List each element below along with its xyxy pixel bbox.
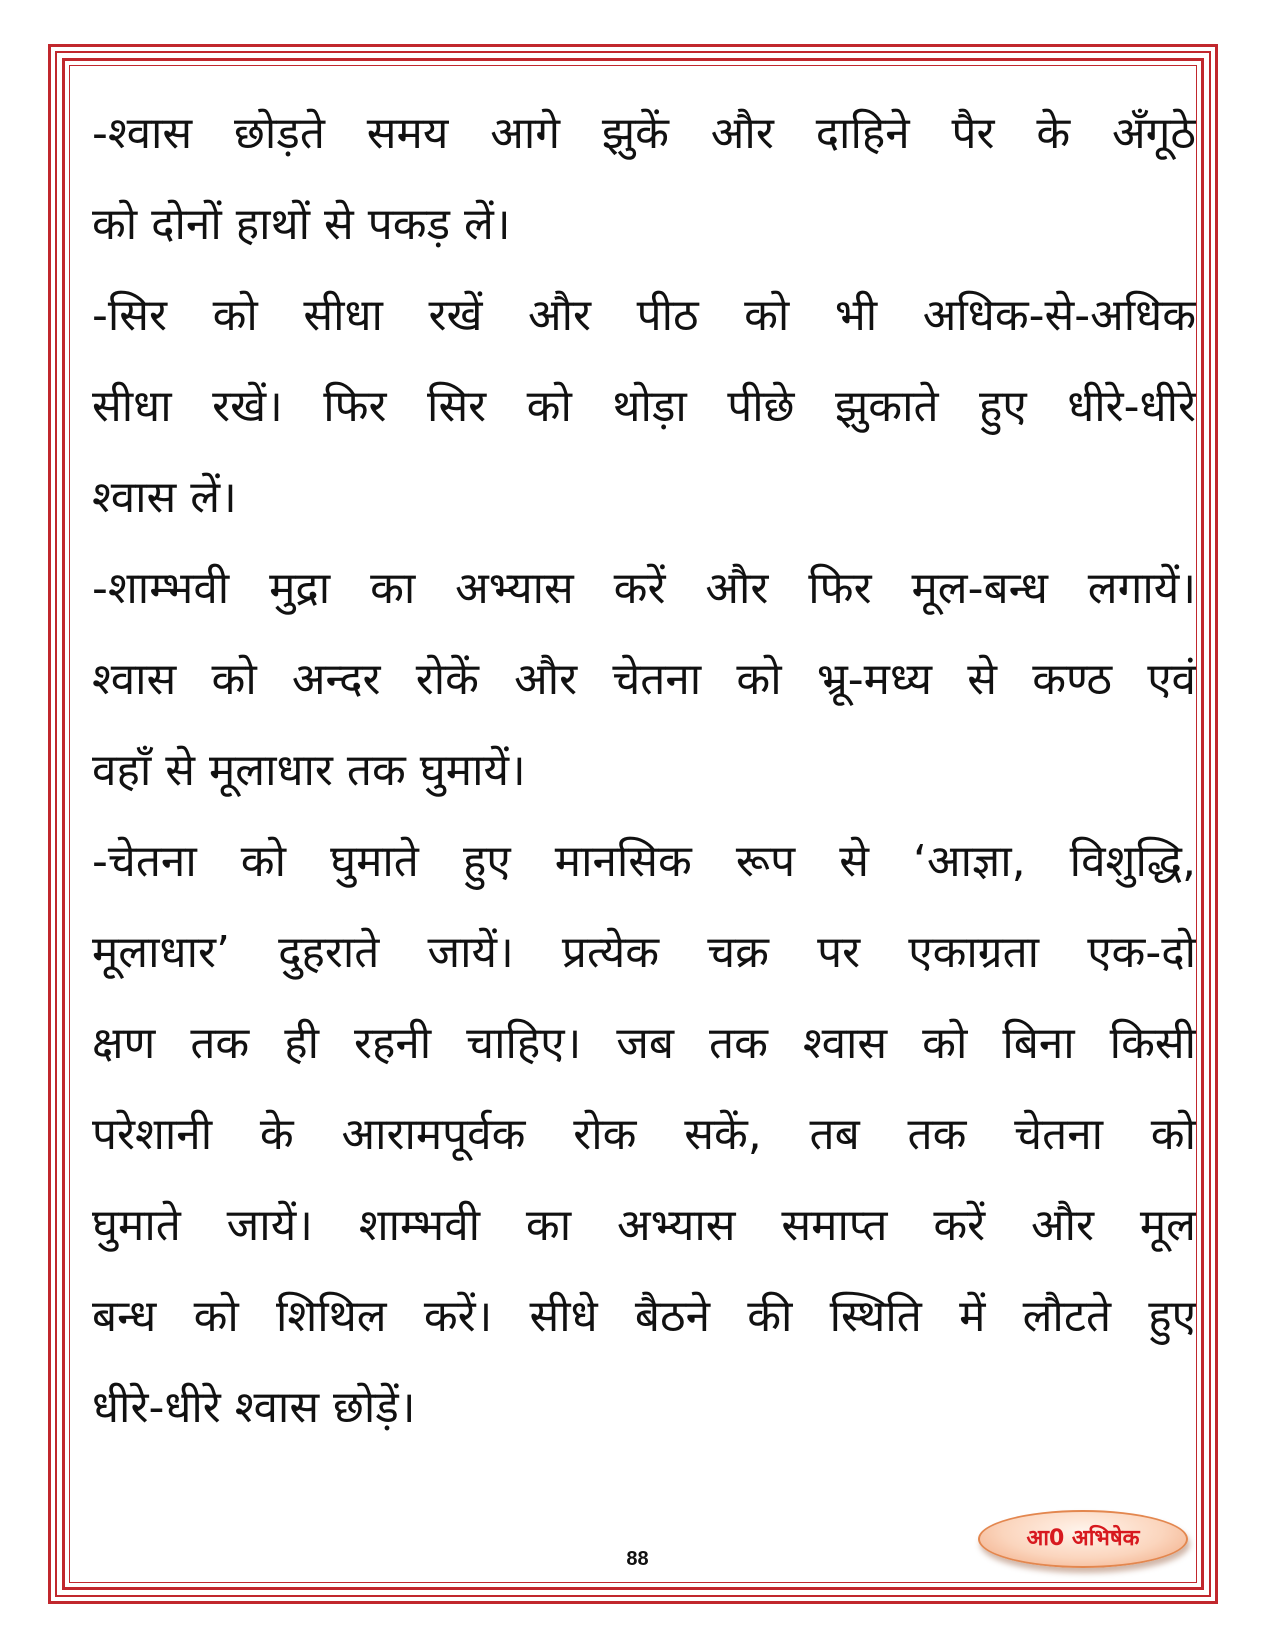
text-line-9: -चेतना को घुमाते हुए मानसिक रूप से ‘आज्ञा, विशुद्धि, — [92, 836, 1196, 887]
text-line-7: श्वास को अन्दर रोकें और चेतना को भ्रू-मध्य से कण्ठ एवं — [92, 654, 1196, 705]
text-line-15: धीरे-धीरे श्वास छोड़ें। — [92, 1382, 416, 1433]
text-line-10: मूलाधार’ दुहराते जायें। प्रत्येक चक्र पर एकाग्रता एक-दो — [92, 927, 1196, 978]
author-badge: आ0 अभिषेक — [978, 1510, 1188, 1568]
text-line-12: परेशानी के आरामपूर्वक रोक सकें, तब तक चेतना को — [92, 1109, 1196, 1160]
text-line-8: वहाँ से मूलाधार तक घुमायें। — [92, 745, 526, 796]
text-line-6: -शाम्भवी मुद्रा का अभ्यास करें और फिर मूल-बन्ध लगायें। — [92, 563, 1196, 614]
body-text — [92, 88, 1196, 1453]
page-number: 88 — [626, 1548, 649, 1570]
text-line-13: घुमाते जायें। शाम्भवी का अभ्यास समाप्त करें और मूल — [92, 1200, 1196, 1251]
text-line-11: क्षण तक ही रहनी चाहिए। जब तक श्वास को बिना किसी — [92, 1018, 1196, 1069]
text-line-2: को दोनों हाथों से पकड़ लें। — [92, 199, 511, 250]
text-line-14: बन्ध को शिथिल करें। सीधे बैठने की स्थिति में लौटते हुए — [92, 1291, 1196, 1342]
text-line-5: श्वास लें। — [92, 472, 237, 523]
text-line-1: -श्वास छोड़ते समय आगे झुकें और दाहिने पैर के अँगूठे — [92, 108, 1196, 159]
text-line-3: -सिर को सीधा रखें और पीठ को भी अधिक-से-अधिक — [92, 290, 1196, 341]
text-line-4: सीधा रखें। फिर सिर को थोड़ा पीछे झुकाते हुए धीरे-धीरे — [92, 381, 1196, 432]
